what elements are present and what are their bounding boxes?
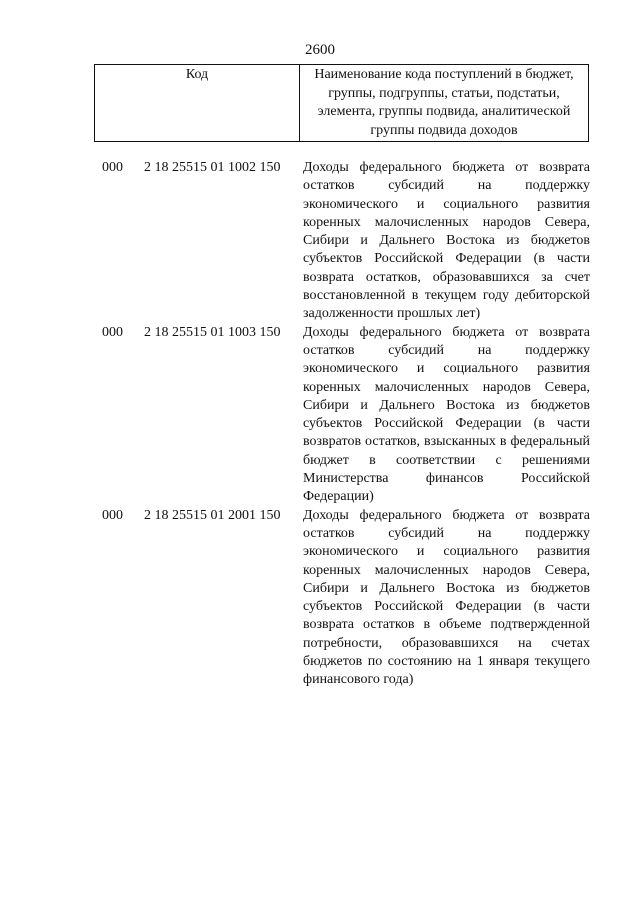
income-code: 2 18 25515 01 1002 150 [144,160,281,175]
admin-code: 000 [102,160,123,175]
table-header [94,64,589,142]
code-column-header: Код [95,65,300,141]
income-description: Доходы федерального бюджета от возврата остатков субсидий на поддержку экономического и социального развития коренных малочисленных народов Севера, Сибири и Дальнего Востока из бюджетов субъектов Российской Федерации (в части возврата остатков в объеме подтвержденной потребности, образовавшихся на счетах бюджетов по состоянию на 1 января текущего финансового года) [303,507,590,688]
income-codes-list [102,159,590,690]
income-description: Доходы федерального бюджета от возврата остатков субсидий на поддержку экономического и социального развития коренных малочисленных народов Севера, Сибири и Дальнего Востока из бюджетов субъектов Российской Федерации (в части возврата остатков, образовавшихся за счет восстановленной в текущем году дебиторской задолженности прошлых лет) [303,160,590,322]
income-description: Доходы федерального бюджета от возврата остатков субсидий на поддержку экономического и социального развития коренных малочисленных народов Севера, Сибири и Дальнего Востока из бюджетов субъектов Российской Федерации (в части возвратов остатков, взысканных в федеральный бюджет в соответствии с решениями Министерства финансов Российской Федерации) [303,324,590,505]
table-row [102,324,590,507]
income-code: 2 18 25515 01 1003 150 [144,324,281,340]
admin-code: 000 [102,324,123,340]
page-number: 2600 [305,42,335,58]
name-column-header: Наименование кода поступлений в бюджет, группы, подгруппы, статьи, подстатьи, элемента, группы подвида, аналитической группы подвида доходов [314,67,574,138]
table-row [102,159,590,324]
income-code: 2 18 25515 01 2001 150 [144,507,281,523]
admin-code: 000 [102,507,123,523]
table-row [102,507,590,690]
